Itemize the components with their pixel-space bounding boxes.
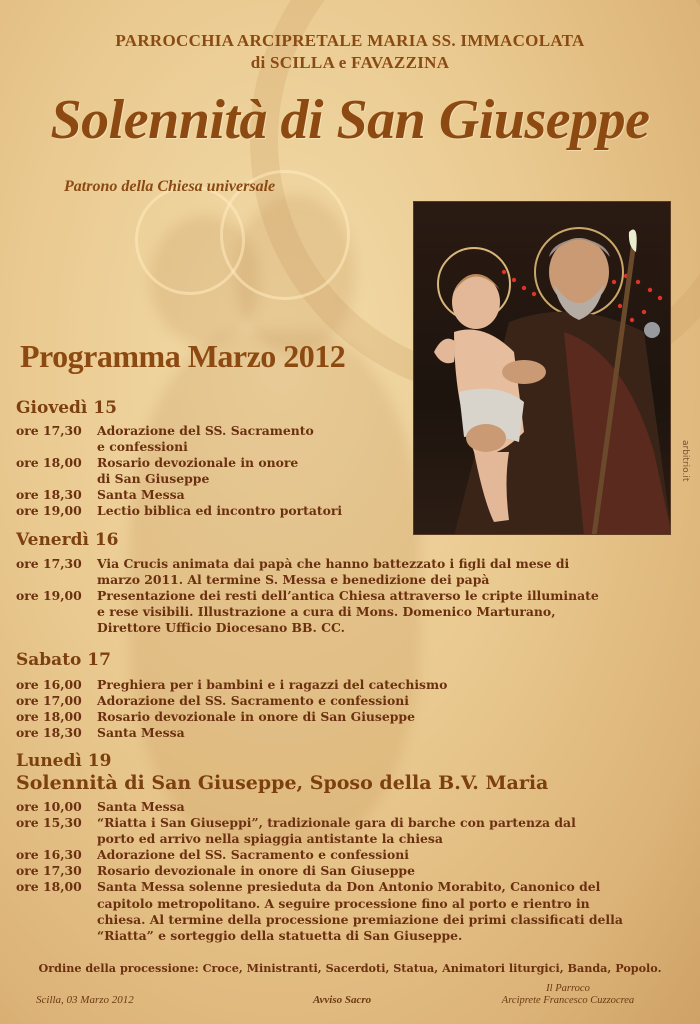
event-list-saturday — [16, 677, 447, 741]
day-heading-thursday: Giovedì 15 — [16, 398, 117, 418]
event-time: ore 10,00 — [16, 799, 82, 814]
footer-notice: Avviso Sacro — [313, 994, 372, 1006]
event-text: Preghiera per i bambini e i ragazzi del catechismo — [97, 677, 448, 692]
event-time: ore 18,00 — [16, 455, 82, 471]
list-item — [16, 847, 623, 863]
event-time: ore 15,30 — [16, 815, 82, 831]
list-item — [16, 423, 342, 455]
footer-date: Scilla, 03 Marzo 2012 — [36, 994, 134, 1006]
event-text: Santa Messa — [97, 799, 185, 814]
event-text: Adorazione del SS. Sacramento e confessioni — [97, 423, 314, 455]
event-list-friday — [16, 556, 599, 636]
event-text: Presentazione dei resti dell’antica Chiesa attraverso le cripte illuminate e rese visibili. Illustrazione a cura di Mons. Domenico Marturano, Direttore Ufficio Diocesano BB. CC. — [97, 588, 599, 636]
event-time: ore 18,00 — [16, 879, 82, 895]
event-time: ore 18,30 — [16, 725, 82, 741]
day-heading-saturday: Sabato 17 — [16, 650, 111, 670]
event-time: ore 17,30 — [16, 556, 82, 571]
list-item — [16, 863, 623, 879]
event-time: ore 19,00 — [16, 503, 82, 519]
parish-header — [0, 30, 700, 74]
event-text: Adorazione del SS. Sacramento e confessioni — [97, 693, 409, 709]
photo-credit: arbitrio.it — [680, 440, 690, 482]
event-time: ore 17,30 — [16, 863, 82, 879]
event-text: Rosario devozionale in onore di San Giuseppe — [97, 455, 299, 487]
list-item — [16, 693, 447, 709]
event-time: ore 17,00 — [16, 693, 82, 709]
procession-order: Ordine della processione: Croce, Ministranti, Sacerdoti, Statua, Animatori liturgici, Banda, Popolo. — [38, 961, 662, 975]
list-item — [16, 879, 623, 943]
page-title: Solennità di San Giuseppe — [50, 89, 650, 151]
event-text: Adorazione del SS. Sacramento e confessioni — [97, 847, 409, 863]
list-item — [16, 709, 447, 725]
day-heading-friday: Venerdì 16 — [16, 530, 119, 550]
list-item — [16, 725, 447, 741]
event-text: Santa Messa — [97, 725, 185, 741]
list-item — [16, 799, 623, 815]
event-time: ore 18,00 — [16, 709, 82, 725]
event-time: ore 19,00 — [16, 588, 82, 604]
event-text: Via Crucis animata dai papà che hanno battezzato i figli dal mese di marzo 2011. Al termine S. Messa e benedizione dei papà — [97, 556, 570, 588]
event-text: Rosario devozionale in onore di San Giuseppe — [97, 863, 415, 879]
signature-name: Arciprete Francesco Cuzzocrea — [501, 995, 635, 1006]
event-time: ore 16,30 — [16, 847, 82, 863]
list-item — [16, 815, 623, 847]
event-text: Lectio biblica ed incontro portatori — [97, 503, 343, 519]
event-list-monday — [16, 799, 623, 944]
event-time: ore 18,30 — [16, 487, 82, 503]
event-time: ore 16,00 — [16, 677, 82, 692]
event-text: Santa Messa solenne presieduta da Don Antonio Morabito, Canonico del capitolo metropolitano. A seguire processione fino al porto e rientro in chiesa. Al termine della processione premiazione dei primi classificati della “Riatta” e sorteggio della statuetta di San Giuseppe. — [97, 879, 623, 943]
solemnity-heading: Solennità di San Giuseppe, Sposo della B.V. Maria — [16, 772, 549, 794]
event-text: Rosario devozionale in onore di San Giuseppe — [97, 709, 415, 725]
event-time: ore 17,30 — [16, 423, 82, 438]
signature-role: Il Parroco — [546, 983, 590, 994]
event-text: Santa Messa — [97, 487, 185, 503]
list-item — [16, 503, 342, 519]
page-subtitle: Patrono della Chiesa universale — [64, 178, 276, 195]
list-item — [16, 556, 599, 588]
program-title: Programma Marzo 2012 — [20, 338, 346, 374]
parish-line-2: di SCILLA e FAVAZZINA — [250, 53, 450, 72]
parish-line-1: PARROCCHIA ARCIPRETALE MARIA SS. IMMACOLATA — [115, 31, 585, 50]
list-item — [16, 455, 342, 487]
day-heading-monday: Lunedì 19 — [16, 751, 112, 771]
statue-photo — [413, 201, 671, 535]
list-item — [16, 588, 599, 636]
event-text: “Riatta i San Giuseppi”, tradizionale gara di barche con partenza dal porto ed arrivo nella spiaggia antistante la chiesa — [97, 815, 576, 847]
list-item — [16, 677, 447, 693]
event-list-thursday — [16, 423, 342, 520]
footer-signature — [470, 983, 666, 1007]
list-item — [16, 487, 342, 503]
